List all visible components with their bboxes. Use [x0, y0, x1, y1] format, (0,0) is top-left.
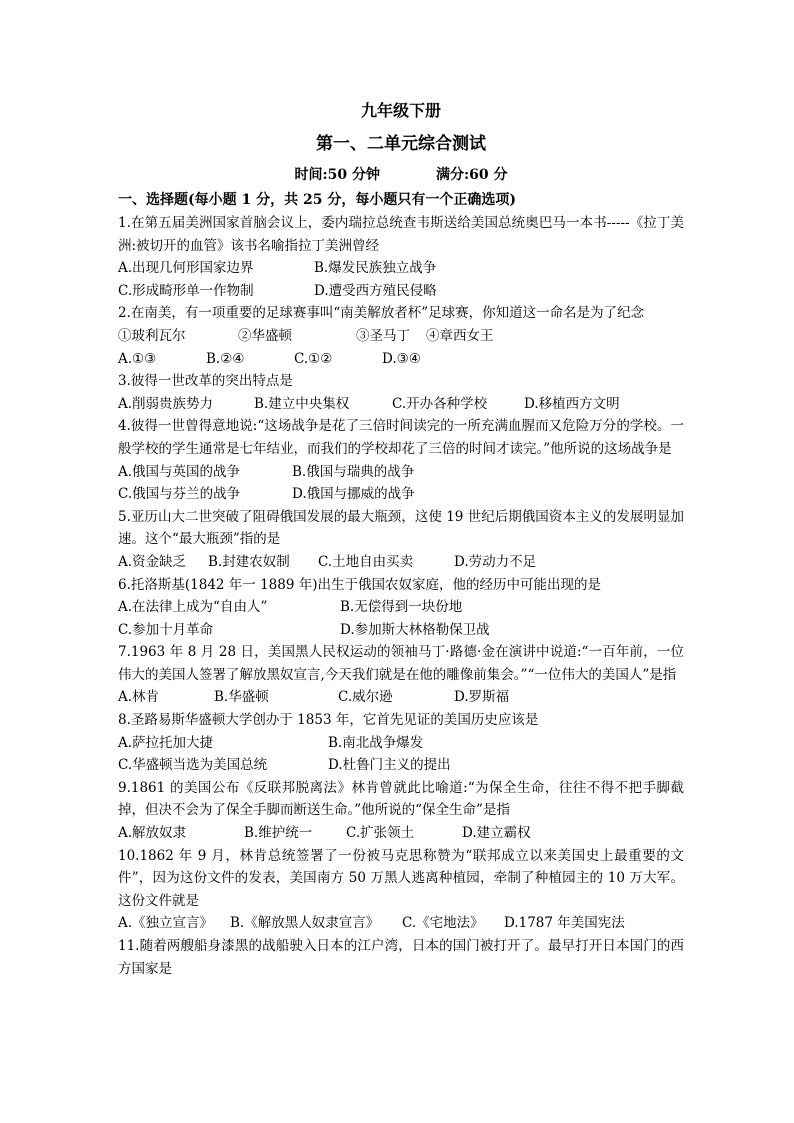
option: D.遭受西方殖民侵略	[314, 282, 437, 299]
option: D.劳动力不足	[454, 553, 537, 570]
section-heading: 一、选择题(每小题 1 分，共 25 分，每小题只有一个正确选项)	[118, 192, 516, 208]
option: B.维护统一	[244, 825, 313, 842]
options-row	[118, 754, 684, 777]
grade-title: 九年级下册	[360, 101, 441, 120]
option: C.开办各种学校	[392, 395, 488, 412]
option: C.华盛顿当选为美国总统	[118, 757, 268, 774]
option: A.解放奴隶	[118, 825, 187, 842]
option: D.移植西方文明	[524, 395, 620, 412]
option: B.华盛顿	[214, 689, 269, 706]
option: C.土地自由买卖	[318, 553, 414, 570]
time-score-line	[118, 162, 684, 188]
question-stem: 7.1963 年 8 月 28 日，美国黑人民权运动的领袖马丁·路德·金在演讲中说道:“一百年前，一位伟大的美国人签署了解放黑奴宣言,今天我们就是在他的雕像前集会。”“一位伟大的美国人”是指	[118, 644, 684, 683]
question-stem: 4.彼得一世曾得意地说:“这场战争是花了三倍时间读完的一所充满血腥而又危险万分的学校。一般学校的学生通常是七年结业，而我们的学校却花了三倍的时间才读完。”他所说的这场战争是	[118, 418, 684, 457]
question-stem: 9.1861 的美国公布《反联邦脱离法》林肯曾就此比喻道:“为保全生命，往往不得不把手脚截掉，但决不会为了保全手脚而断送生命。”他所说的“保全生命”是指	[118, 779, 684, 819]
full-score: 满分:60 分	[436, 167, 508, 183]
sub-items-row	[118, 325, 684, 348]
question-stem: 10.1862 年 9 月，林肯总统签署了一份被马克思称赞为“联邦成立以来美国史上最重要的文件”，因为这份文件的发表，美国南方 50 万黑人逃离种植园，牵制了种植园主的 10 万大军。这份文件就是	[118, 847, 684, 909]
option: C.扩张领土	[346, 825, 415, 842]
option: C.《宅地法》	[402, 915, 484, 932]
option: D.罗斯福	[454, 689, 510, 706]
options-row	[118, 280, 684, 303]
option: A.俄国与英国的战争	[118, 463, 241, 480]
option: D.③④	[382, 350, 421, 367]
option: D.俄国与挪威的战争	[292, 486, 415, 503]
options-row	[118, 348, 684, 371]
option: B.建立中央集权	[254, 395, 350, 412]
option: B.爆发民族独立战争	[314, 260, 437, 277]
option: D.杜鲁门主义的提出	[328, 757, 451, 774]
option: C.①②	[294, 350, 333, 367]
question-stem: 11.随着两艘船身漆黑的战船驶入日本的江户湾，日本的国门被打开了。最早打开日本国门的西方国家是	[118, 938, 684, 977]
options-row	[118, 732, 684, 755]
option: A.削弱贵族势力	[118, 395, 214, 412]
time-limit: 时间:50 分钟	[294, 167, 380, 183]
option: C.威尔逊	[338, 689, 393, 706]
options-row	[118, 551, 684, 574]
options-row	[118, 822, 684, 845]
option: B.封建农奴制	[208, 553, 290, 570]
sub-item: ③圣马丁	[356, 327, 410, 344]
option: A.①③	[118, 350, 157, 367]
question-stem: 1.在第五届美洲国家首脑会议上，委内瑞拉总统查韦斯送给美国总统奥巴马一本书-----《拉丁美洲:被切开的血管》该书名喻指拉丁美洲曾经	[118, 215, 684, 254]
option: C.形成畸形单一作物制	[118, 282, 254, 299]
option: A.萨拉托加大捷	[118, 734, 214, 751]
options-row	[118, 461, 684, 484]
options-row	[118, 257, 684, 280]
question-stem: 8.圣路易斯华盛顿大学创办于 1853 年，它首先见证的美国历史应该是	[118, 712, 539, 729]
sub-item: ②华盛顿	[238, 327, 292, 344]
question-stem: 3.彼得一世改革的突出特点是	[118, 373, 293, 390]
option: A.在法律上成为“自由人”	[118, 599, 268, 616]
option: B.俄国与瑞典的战争	[292, 463, 415, 480]
option: A.出现几何形国家边界	[118, 260, 254, 277]
option: C.参加十月革命	[118, 621, 214, 638]
options-row	[118, 912, 684, 935]
question-stem: 6.托洛斯基(1842 年一 1889 年)出生于俄国农奴家庭，他的经历中可能出现的是	[118, 576, 601, 593]
options-row	[118, 596, 684, 619]
test-title: 第一、二单元综合测试	[316, 134, 486, 154]
option: D.1787 年美国宪法	[504, 915, 625, 932]
option: D.参加斯大林格勒保卫战	[340, 621, 490, 638]
options-row	[118, 483, 684, 506]
option: B.②④	[206, 350, 245, 367]
option: D.建立霸权	[462, 825, 531, 842]
question-stem: 5.亚历山大二世突破了阻碍俄国发展的最大瓶颈，这使 19 世纪后期俄国资本主义的发展明显加速。这个“最大瓶颈”指的是	[118, 508, 684, 548]
question-stem: 2.在南美，有一项重要的足球赛事叫“南美解放者杯”足球赛，你知道这一命名是为了纪念	[118, 305, 645, 322]
option: A.《独立宣言》	[118, 915, 214, 932]
option: B.南北战争爆发	[328, 734, 424, 751]
options-row	[118, 619, 684, 642]
option: A.林肯	[118, 689, 160, 706]
sub-item: ①玻利瓦尔	[118, 327, 186, 344]
option: B.《解放黑人奴隶宣言》	[230, 915, 380, 932]
options-row	[118, 686, 684, 709]
sub-item: ④章西女王	[426, 327, 494, 344]
options-row	[118, 393, 684, 416]
option: A.资金缺乏	[118, 553, 187, 570]
option: B.无偿得到一块份地	[340, 599, 463, 616]
option: C.俄国与芬兰的战争	[118, 486, 241, 503]
